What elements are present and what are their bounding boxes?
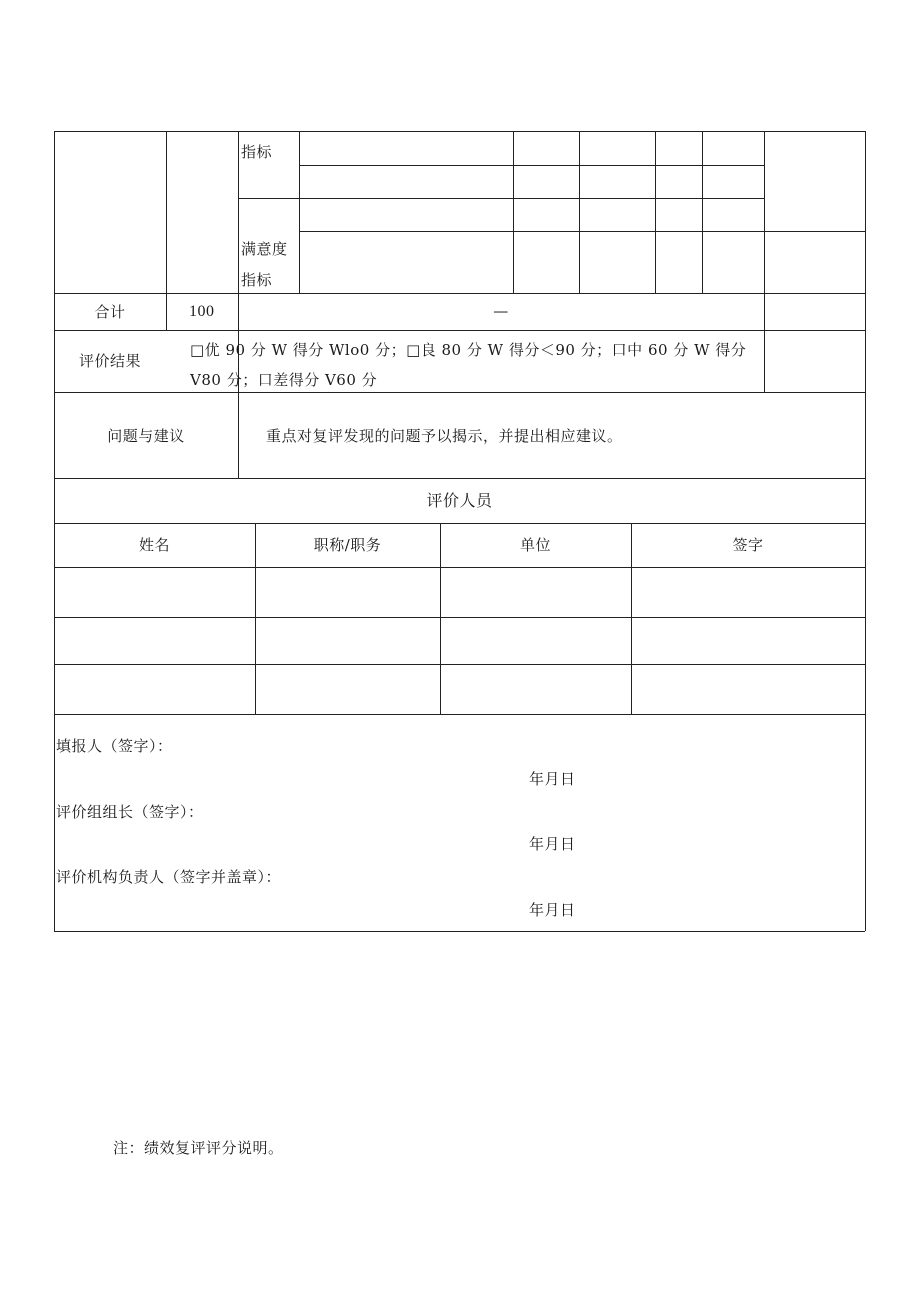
- row-divider: [299, 231, 865, 232]
- table-row[interactable]: [55, 618, 865, 664]
- indicator-label: 指标: [241, 143, 273, 161]
- col-divider: [702, 131, 703, 293]
- row-divider: [54, 478, 865, 479]
- institution-date: 年月日: [529, 901, 576, 919]
- leader-signature-label: 评价组组长（签字）：: [56, 803, 204, 821]
- total-dash: —: [493, 302, 509, 320]
- satisfaction-label-line2: 指标: [241, 271, 273, 289]
- col-divider: [655, 131, 656, 293]
- column-header-name: 姓名: [138, 536, 170, 554]
- institution-signature-label: 评价机构负责人（签字并盖章）：: [56, 868, 282, 886]
- row-divider: [299, 165, 765, 166]
- col-divider: [579, 131, 580, 293]
- result-label: 评价结果: [78, 352, 141, 370]
- row-divider: [54, 714, 865, 715]
- satisfaction-label: 满意度: [241, 240, 288, 258]
- footnote: 注：绩效复评评分说明。: [113, 1139, 284, 1157]
- row-divider: [54, 392, 865, 393]
- column-header-signature: 签字: [732, 536, 764, 554]
- col-divider: [764, 131, 765, 392]
- leader-date: 年月日: [529, 835, 576, 853]
- row-divider: [54, 293, 865, 294]
- issues-label: 问题与建议: [107, 427, 185, 445]
- table-border-top: [54, 131, 865, 132]
- col-divider: [513, 131, 514, 293]
- result-text-line2: V80 分；口差得分 V60 分: [190, 371, 378, 389]
- issues-text: 重点对复评发现的问题予以揭示，并提出相应建议。: [266, 427, 623, 445]
- result-text: □优 90 分 W 得分 Wlo0 分；□良 80 分 W 得分＜90 分；口中 60 分 W 得分: [190, 341, 747, 359]
- table-row[interactable]: [55, 665, 865, 714]
- table-border-bottom: [54, 931, 865, 932]
- total-label: 合计: [94, 303, 126, 321]
- row-divider: [54, 330, 865, 331]
- col-divider: [299, 131, 300, 293]
- evaluators-title: 评价人员: [426, 491, 493, 510]
- filler-signature-label: 填报人（签字）：: [56, 737, 173, 755]
- table-border-right: [865, 131, 866, 931]
- row-divider: [54, 523, 865, 524]
- total-value: 100: [189, 303, 215, 320]
- table-border-left: [54, 131, 55, 931]
- table-row[interactable]: [55, 568, 865, 617]
- col-divider: [166, 131, 167, 330]
- column-header-unit: 单位: [519, 536, 551, 554]
- filler-date: 年月日: [529, 770, 576, 788]
- row-divider: [238, 198, 765, 199]
- column-header-title: 职称/职务: [313, 536, 382, 554]
